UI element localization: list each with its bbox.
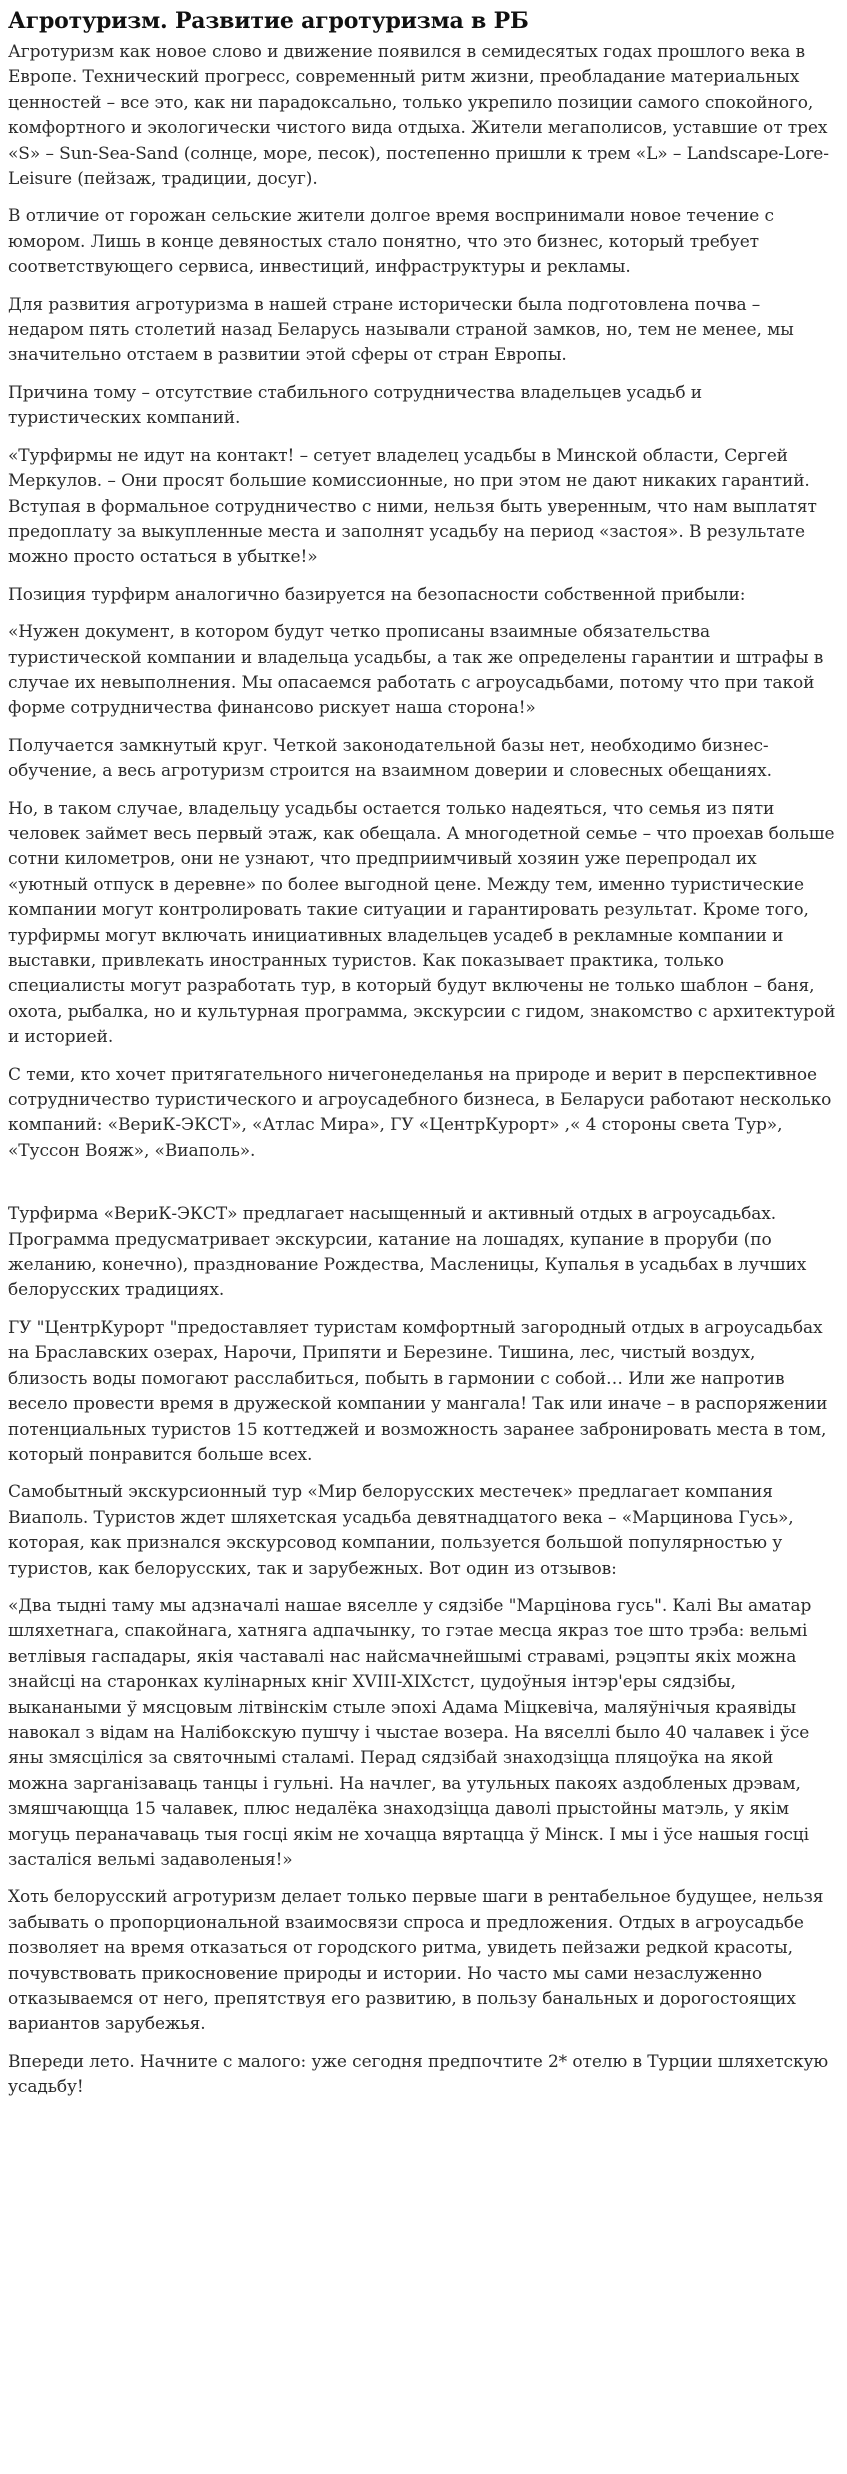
article-title: Агротуризм. Развитие агротуризма в РБ (8, 8, 529, 34)
paragraph: Получается замкнутый круг. Четкой законодательной базы нет, необходимо бизнес-обучение, а весь агротуризм строится на взаимном доверии и словесных обещаниях. (8, 735, 772, 782)
paragraph: Агротуризм как новое слово и движение появился в семидесятых годах прошлого века в Европе. Технический прогресс, современный ритм жизни, преобладание материальных ценностей – все это, как ни парадоксально, только укрепило позиции самого спокойного, комфортного и экологически чистого вида отдыха. Жители мегаполисов, уставшие от трех «S» – Sun-Sea-Sand (солнце, море, песок), постепенно пришли к трем «L» – Landscape-Lore-Leisure (пейзаж, традиции, досуг). (8, 42, 829, 190)
paragraph: Но, в таком случае, владельцу усадьбы остается только надеяться, что семья из пяти человек займет весь первый этаж, как обещала. А многодетной семье – что проехав больше сотни километров, они не узнают, что предприимчивый хозяин уже перепродал их «уютный отпуск в деревне» по более выгодной цене. Между тем, именно туристические компании могут контролировать такие ситуации и гарантировать результат. Кроме того, турфирмы могут включать инициативных владельцев усадеб в рекламные компании и выставки, привлекать иностранных туристов. Как показывает практика, только специалисты могут разработать тур, в который будут включены не только шаблон – баня, охота, рыбалка, но и культурная программа, экскурсии с гидом, знакомство с архитектурой и историей. (8, 798, 836, 1048)
paragraph: Для развития агротуризма в нашей стране исторически была подготовлена почва – недаром пять столетий назад Беларусь называли страной замков, но, тем не менее, мы значительно отстаем в развитии этой сферы от стран Европы. (8, 294, 794, 366)
paragraph: Хоть белорусский агротуризм делает только первые шаги в рентабельное будущее, нельзя забывать о пропорциональной взаимосвязи спроса и предложения. Отдых в агроусадьбе позволяет на время отказаться от городского ритма, увидеть пейзажи редкой красоты, почувствовать прикосновение природы и истории. Но часто мы сами незаслуженно отказываемся от него, препятствуя его развитию, в пользу банальных и дорогостоящих вариантов зарубежья. (8, 1887, 824, 2035)
quote-paragraph: «Два тыдні таму мы адзначалі нашае вяселле у сядзібе "Марцінова гусь". Калі Вы аматар шляхетнага, спакойнага, хатняга адпачынку, то гэтае месца якраз тое што трэба: вельмі ветлівыя гаспадары, якія частавалі нас найсмачнейшымі стравамі, рэцэпты якіх можна знайсці на старонках кулінарных кніг XVIII-XIXстст, цудоўныя інтэр'еры сядзібы, выканаными ў мясцовым літвінскім стыле эпохі Адама Міцкевіча, маляўнічыя краявіды навокал з відам на Налібокскую пушчу і чыстае возера. На вяселлі было 40 чалавек і ўсе яны змясціліся за святочнымі сталамі. Перад сядзібай знаходзіцца пляцоўка на якой можна зарганізаваць танцы і гульні. На начлег, ва утульных пакоях аздобленых дрэвам, змяшчающца 15 чалавек, плюс недалёка знаходзіцца даволі прыстойны матэль, у якім могуць пераначаваць тыя госці якім не хочацца вяртацца ў Мінск. І мы і ўсе нашыя госці засталіся вельмі задаволеныя!» (8, 1595, 812, 1870)
paragraph: «Турфирмы не идут на контакт! – сетует владелец усадьбы в Минской области, Сергей Меркулов. – Они просят большие комиссионные, но при этом не дают никаких гарантий. Вступая в формальное сотрудничество с ними, нельзя быть уверенным, что нам выплатят предоплату за выкупленные места и заполнят усадьбу на период «застоя». В результате можно просто остаться в убытке!» (8, 445, 817, 568)
paragraph: Впереди лето. Начните с малого: уже сегодня предпочтите 2* отелю в Турции шляхетскую усадьбу! (8, 2051, 829, 2098)
paragraph: Самобытный экскурсионный тур «Мир белорусских местечек» предлагает компания Виаполь. Туристов ждет шляхетская усадьба девятнадцатого века – «Марцинова Гусь», которая, как признался экскурсовод компании, пользуется большой популярностью у туристов, как белорусских, так и зарубежных. Вот один из отзывов: (8, 1482, 794, 1579)
paragraph: Позиция турфирм аналогично базируется на безопасности собственной прибыли: (8, 584, 746, 605)
paragraph: ГУ "ЦентрКурорт "предоставляет туристам комфортный загородный отдых в агроусадьбах на Браславских озерах, Нарочи, Припяти и Березине. Тишина, лес, чистый воздух, близость воды помогают расслабиться, побыть в гармонии с собой… Или же напротив весело провести время в дружеской компании у мангала! Так или иначе – в распоряжении потенциальных туристов 15 коттеджей и возможность заранее забронировать места в том, который понравится больше всех. (8, 1317, 828, 1465)
paragraph: «Нужен документ, в котором будут четко прописаны взаимные обязательства туристической компании и владельца усадьбы, а так же определены гарантии и штрафы в случае их невыполнения. Мы опасаемся работать с агроусадьбами, потому что при такой форме сотрудничества финансово рискует наша сторона!» (8, 622, 824, 719)
paragraph: В отличие от горожан сельские жители долгое время воспринимали новое течение с юмором. Лишь в конце девяностых стало понятно, что это бизнес, который требует соответствующего сервиса, инвестиций, инфраструктуры и рекламы. (8, 206, 774, 278)
paragraph: С теми, кто хочет притягательного ничегонеделанья на природе и верит в перспективное сотрудничество туристического и агроусадебного бизнеса, в Беларуси работают несколько компаний: «ВериК-ЭКСТ», «Атлас Мира», ГУ «ЦентрКурорт» ,« 4 стороны света Тур», «Туссон Вояж», «Виаполь». (8, 1064, 832, 1161)
paragraph: Турфирма «ВериК-ЭКСТ» предлагает насыщенный и активный отдых в агроусадьбах. Программа предусматривает экскурсии, катание на лошадях, купание в проруби (по желанию, конечно), празднование Рождества, Масленицы, Купалья в усадьбах в лучших белорусских традициях. (8, 1204, 807, 1301)
paragraph: Причина тому – отсутствие стабильного сотрудничества владельцев усадьб и туристических компаний. (8, 382, 703, 429)
